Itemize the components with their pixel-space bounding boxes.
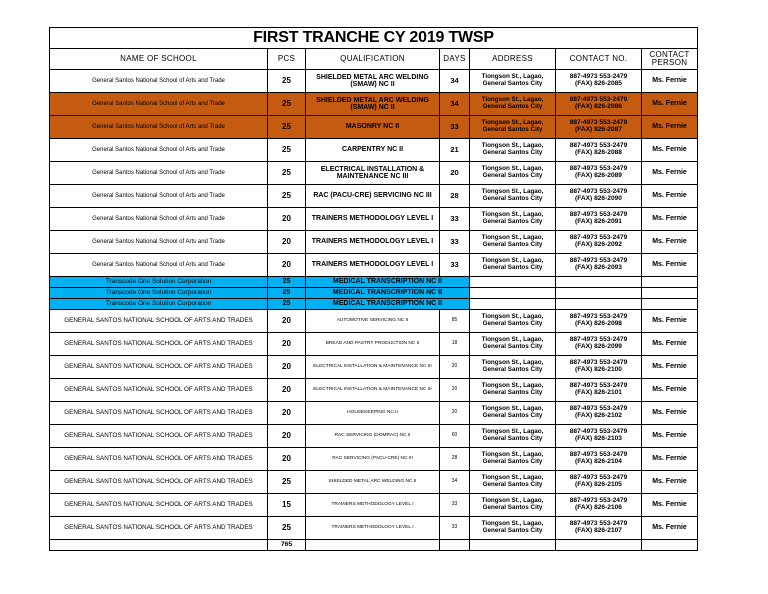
- contact-cell: [556, 310, 642, 333]
- address-cell: [470, 494, 556, 517]
- twsp-table: [49, 27, 698, 551]
- address-cell: [470, 139, 556, 162]
- contact-cell: [556, 448, 642, 471]
- address-cell-line1: Tiongson St., Lagao,: [481, 96, 544, 104]
- contact-person-cell: Ms. Fernie: [642, 402, 698, 425]
- table-row: [50, 254, 698, 277]
- contact-cell: [556, 162, 642, 185]
- address-cell-line2: General Santos City: [482, 195, 543, 202]
- address-cell: [470, 310, 556, 333]
- days-cell: 33: [440, 231, 470, 254]
- school-cell: Transcode One Solution Corporation: [50, 299, 268, 310]
- contact-person-cell: Ms. Fernie: [642, 310, 698, 333]
- contact-person-cell: [642, 288, 698, 299]
- school-cell: General Santos National School of Arts and Trade: [50, 93, 268, 116]
- pcs-cell: 20: [268, 425, 306, 448]
- address-cell-line2: General Santos City: [482, 343, 543, 350]
- address-cell-line2: General Santos City: [482, 389, 543, 396]
- contact-cell: [556, 116, 642, 139]
- address-cell: [470, 208, 556, 231]
- contact-cell: [556, 402, 642, 425]
- contact-cell: [556, 139, 642, 162]
- address-cell: [470, 277, 556, 288]
- table-row: [50, 517, 698, 540]
- table-row: [50, 70, 698, 93]
- contact-cell-line1: 887-4973 553-2479: [569, 474, 628, 482]
- total-row: [50, 540, 698, 551]
- qualification-cell: TRAINERS METHODOLOGY LEVEL I: [306, 494, 440, 517]
- header-contact-person: CONTACT PERSON: [642, 49, 698, 70]
- address-cell-line2: General Santos City: [482, 435, 543, 442]
- school-cell: GENERAL SANTOS NATIONAL SCHOOL OF ARTS AND TRADES: [50, 494, 268, 517]
- days-cell: 33: [440, 254, 470, 277]
- address-cell: [470, 425, 556, 448]
- table-row: [50, 116, 698, 139]
- empty-cell: [440, 540, 470, 551]
- contact-cell: [556, 277, 642, 288]
- table-row: [50, 139, 698, 162]
- qualification-cell: MEDICAL TRANSCRIPTION NC II: [306, 299, 470, 310]
- contact-cell-line1: 887-4973 553-2479: [569, 313, 628, 321]
- school-cell: GENERAL SANTOS NATIONAL SCHOOL OF ARTS AND TRADES: [50, 310, 268, 333]
- contact-cell-line2: (FAX) 826-2087: [575, 126, 622, 133]
- contact-person-cell: Ms. Fernie: [642, 494, 698, 517]
- empty-cell: [556, 540, 642, 551]
- header-contact-no: CONTACT NO.: [556, 49, 642, 70]
- pcs-cell: 20: [268, 379, 306, 402]
- contact-cell-line2: (FAX) 826-2091: [575, 218, 622, 225]
- school-cell: General Santos National School of Arts and Trade: [50, 185, 268, 208]
- pcs-cell: 25: [268, 185, 306, 208]
- table-row: [50, 185, 698, 208]
- address-cell: [470, 93, 556, 116]
- qualification-cell: RAC SERVICING (PACU-CRE) NC III: [306, 448, 440, 471]
- pcs-cell: 25: [268, 517, 306, 540]
- school-cell: GENERAL SANTOS NATIONAL SCHOOL OF ARTS AND TRADES: [50, 356, 268, 379]
- table-row: [50, 299, 698, 310]
- days-cell: 20: [440, 356, 470, 379]
- table-row: [50, 333, 698, 356]
- contact-cell-line2: (FAX) 826-2105: [575, 481, 622, 488]
- total-label-cell: [50, 540, 268, 551]
- contact-person-cell: Ms. Fernie: [642, 356, 698, 379]
- contact-cell: [556, 494, 642, 517]
- contact-cell-line2: (FAX) 826-2100: [575, 366, 622, 373]
- pcs-cell: 15: [268, 494, 306, 517]
- qualification-cell: MEDICAL TRANSCRIPTION NC II: [306, 277, 470, 288]
- contact-cell: [556, 517, 642, 540]
- days-cell: 33: [440, 517, 470, 540]
- contact-cell-line2: (FAX) 826-2092: [575, 241, 622, 248]
- address-cell-line2: General Santos City: [482, 366, 543, 373]
- address-cell-line1: Tiongson St., Lagao,: [481, 73, 544, 81]
- school-cell: General Santos National School of Arts and Trade: [50, 231, 268, 254]
- address-cell: [470, 116, 556, 139]
- contact-cell-line2: (FAX) 826-2085: [575, 80, 622, 87]
- address-cell-line2: General Santos City: [482, 172, 543, 179]
- address-cell: [470, 299, 556, 310]
- table-row: [50, 310, 698, 333]
- pcs-cell: 20: [268, 254, 306, 277]
- table-row: [50, 93, 698, 116]
- address-cell-line1: Tiongson St., Lagao,: [481, 142, 544, 150]
- pcs-cell: 25: [268, 70, 306, 93]
- table-row: [50, 208, 698, 231]
- days-cell: 20: [440, 379, 470, 402]
- contact-cell: [556, 254, 642, 277]
- contact-person-cell: [642, 277, 698, 288]
- address-cell-line2: General Santos City: [482, 481, 543, 488]
- address-cell: [470, 402, 556, 425]
- contact-cell-line1: 887-4973 553-2479: [569, 96, 628, 104]
- table-row: [50, 402, 698, 425]
- address-cell-line1: Tiongson St., Lagao,: [481, 474, 544, 482]
- days-cell: 34: [440, 471, 470, 494]
- address-cell: [470, 185, 556, 208]
- contact-person-cell: Ms. Fernie: [642, 162, 698, 185]
- contact-cell-line1: 887-4973 553-2479: [569, 405, 628, 413]
- contact-cell-line2: (FAX) 826-2093: [575, 264, 622, 271]
- contact-cell-line1: 887-4973 553-2479: [569, 165, 628, 173]
- school-cell: GENERAL SANTOS NATIONAL SCHOOL OF ARTS AND TRADES: [50, 517, 268, 540]
- pcs-cell: 25: [268, 139, 306, 162]
- school-cell: Transcode One Solution Corporation: [50, 277, 268, 288]
- days-cell: 33: [440, 208, 470, 231]
- address-cell-line2: General Santos City: [482, 458, 543, 465]
- pcs-cell: 25: [268, 288, 306, 299]
- address-cell-line2: General Santos City: [482, 103, 543, 110]
- address-cell-line2: General Santos City: [482, 320, 543, 327]
- days-cell: 20: [440, 402, 470, 425]
- address-cell-line1: Tiongson St., Lagao,: [481, 451, 544, 459]
- qualification-cell: SHIELDED METAL ARC WELDING (SMAW) NC II: [306, 93, 440, 116]
- contact-cell-line2: (FAX) 826-2089: [575, 172, 622, 179]
- contact-cell: [556, 356, 642, 379]
- contact-cell: [556, 288, 642, 299]
- qualification-cell: SHIELDED METAL ARC WELDING NC II: [306, 471, 440, 494]
- pcs-cell: 20: [268, 356, 306, 379]
- contact-person-cell: Ms. Fernie: [642, 379, 698, 402]
- address-cell-line1: Tiongson St., Lagao,: [481, 382, 544, 390]
- contact-cell-line1: 887-4973 553-2479: [569, 520, 628, 528]
- qualification-cell: RAC (PACU-CRE) SERVICING NC III: [306, 185, 440, 208]
- pcs-cell: 25: [268, 277, 306, 288]
- contact-cell-line1: 887-4973 553-2479: [569, 497, 628, 505]
- school-cell: GENERAL SANTOS NATIONAL SCHOOL OF ARTS AND TRADES: [50, 448, 268, 471]
- contact-cell-line2: (FAX) 826-2088: [575, 149, 622, 156]
- contact-cell-line1: 887-4973 553-2479: [569, 428, 628, 436]
- contact-person-cell: Ms. Fernie: [642, 185, 698, 208]
- header-row: [50, 49, 698, 70]
- school-cell: GENERAL SANTOS NATIONAL SCHOOL OF ARTS AND TRADES: [50, 402, 268, 425]
- contact-cell-line1: 887-4973 553-2479: [569, 211, 628, 219]
- contact-person-cell: Ms. Fernie: [642, 139, 698, 162]
- contact-person-cell: Ms. Fernie: [642, 448, 698, 471]
- days-cell: 85: [440, 310, 470, 333]
- contact-person-cell: Ms. Fernie: [642, 254, 698, 277]
- pcs-cell: 20: [268, 231, 306, 254]
- pcs-cell: 20: [268, 402, 306, 425]
- qualification-cell: TRAINERS METHODOLOGY LEVEL I: [306, 254, 440, 277]
- contact-cell-line1: 887-4973 553-2479: [569, 451, 628, 459]
- header-days: DAYS: [440, 49, 470, 70]
- school-cell: GENERAL SANTOS NATIONAL SCHOOL OF ARTS AND TRADES: [50, 425, 268, 448]
- school-cell: General Santos National School of Arts and Trade: [50, 139, 268, 162]
- header-pcs: PCS: [268, 49, 306, 70]
- contact-cell-line2: (FAX) 826-2099: [575, 343, 622, 350]
- contact-cell: [556, 425, 642, 448]
- contact-person-cell: Ms. Fernie: [642, 425, 698, 448]
- school-cell: GENERAL SANTOS NATIONAL SCHOOL OF ARTS AND TRADES: [50, 333, 268, 356]
- address-cell-line2: General Santos City: [482, 527, 543, 534]
- table-row: [50, 277, 698, 288]
- contact-person-cell: Ms. Fernie: [642, 70, 698, 93]
- table-row: [50, 448, 698, 471]
- address-cell-line1: Tiongson St., Lagao,: [481, 234, 544, 242]
- address-cell: [470, 448, 556, 471]
- address-cell-line2: General Santos City: [482, 504, 543, 511]
- contact-person-cell: Ms. Fernie: [642, 116, 698, 139]
- qualification-cell: CARPENTRY NC II: [306, 139, 440, 162]
- contact-cell: [556, 185, 642, 208]
- contact-cell-line2: (FAX) 826-2090: [575, 195, 622, 202]
- qualification-cell: RAC SERVICING (DOMRAC) NC II: [306, 425, 440, 448]
- address-cell: [470, 333, 556, 356]
- address-cell: [470, 231, 556, 254]
- qualification-cell: SHIELDED METAL ARC WELDING (SMAW) NC II: [306, 70, 440, 93]
- qualification-cell: MEDICAL TRANSCRIPTION NC II: [306, 288, 470, 299]
- address-cell-line2: General Santos City: [482, 80, 543, 87]
- address-cell-line2: General Santos City: [482, 218, 543, 225]
- qualification-cell: TRAINERS METHODOLOGY LEVEL I: [306, 208, 440, 231]
- contact-person-cell: Ms. Fernie: [642, 231, 698, 254]
- table-row: [50, 356, 698, 379]
- address-cell: [470, 288, 556, 299]
- contact-person-cell: Ms. Fernie: [642, 208, 698, 231]
- table-row: [50, 231, 698, 254]
- contact-person-cell: Ms. Fernie: [642, 471, 698, 494]
- address-cell: [470, 70, 556, 93]
- contact-cell: [556, 208, 642, 231]
- contact-cell-line2: (FAX) 826-2102: [575, 412, 622, 419]
- school-cell: Transcode One Solution Corporation: [50, 288, 268, 299]
- contact-cell: [556, 333, 642, 356]
- sheet-title: FIRST TRANCHE CY 2019 TWSP: [50, 28, 698, 49]
- table-row: [50, 471, 698, 494]
- contact-cell: [556, 471, 642, 494]
- address-cell-line1: Tiongson St., Lagao,: [481, 257, 544, 265]
- contact-cell-line1: 887-4973 553-2479: [569, 382, 628, 390]
- address-cell-line2: General Santos City: [482, 412, 543, 419]
- contact-cell-line1: 887-4973 553-2479: [569, 257, 628, 265]
- qualification-cell: ELECTRICAL INSTALLATION & MAINTENANCE NC III: [306, 162, 440, 185]
- contact-cell: [556, 70, 642, 93]
- pcs-cell: 25: [268, 162, 306, 185]
- days-cell: 18: [440, 333, 470, 356]
- address-cell-line1: Tiongson St., Lagao,: [481, 313, 544, 321]
- contact-person-cell: Ms. Fernie: [642, 517, 698, 540]
- address-cell: [470, 162, 556, 185]
- pcs-cell: 20: [268, 448, 306, 471]
- school-cell: General Santos National School of Arts and Trade: [50, 208, 268, 231]
- qualification-cell: BREAD AND PASTRY PRODUCTION NC II: [306, 333, 440, 356]
- contact-person-cell: [642, 299, 698, 310]
- table-row: [50, 425, 698, 448]
- contact-cell-line1: 887-4973 553-2479: [569, 73, 628, 81]
- pcs-cell: 25: [268, 299, 306, 310]
- school-cell: GENERAL SANTOS NATIONAL SCHOOL OF ARTS AND TRADES: [50, 471, 268, 494]
- qualification-cell: TRAINERS METHODOLOGY LEVEL I: [306, 517, 440, 540]
- qualification-cell: TRAINERS METHODOLOGY LEVEL I: [306, 231, 440, 254]
- empty-cell: [306, 540, 440, 551]
- qualification-cell: AUTOMOTIVE SERVICING NC II: [306, 310, 440, 333]
- qualification-cell: MASONRY NC II: [306, 116, 440, 139]
- pcs-cell: 20: [268, 333, 306, 356]
- contact-cell: [556, 299, 642, 310]
- contact-cell: [556, 231, 642, 254]
- address-cell-line1: Tiongson St., Lagao,: [481, 119, 544, 127]
- header-address: ADDRESS: [470, 49, 556, 70]
- table-row: [50, 288, 698, 299]
- pcs-cell: 25: [268, 116, 306, 139]
- days-cell: 28: [440, 448, 470, 471]
- address-cell-line1: Tiongson St., Lagao,: [481, 359, 544, 367]
- school-cell: General Santos National School of Arts and Trade: [50, 116, 268, 139]
- table-row: [50, 494, 698, 517]
- address-cell-line1: Tiongson St., Lagao,: [481, 520, 544, 528]
- days-cell: 20: [440, 162, 470, 185]
- school-cell: General Santos National School of Arts and Trade: [50, 162, 268, 185]
- qualification-cell: ELECTRICAL INSTALLATION & MAINTENANCE NC III: [306, 379, 440, 402]
- school-cell: General Santos National School of Arts and Trade: [50, 70, 268, 93]
- contact-person-cell: Ms. Fernie: [642, 333, 698, 356]
- total-pcs-cell: 765: [268, 540, 306, 551]
- address-cell-line1: Tiongson St., Lagao,: [481, 428, 544, 436]
- contact-cell-line2: (FAX) 826-2101: [575, 389, 622, 396]
- contact-cell: [556, 93, 642, 116]
- address-cell: [470, 471, 556, 494]
- address-cell-line2: General Santos City: [482, 264, 543, 271]
- empty-cell: [642, 540, 698, 551]
- school-cell: GENERAL SANTOS NATIONAL SCHOOL OF ARTS AND TRADES: [50, 379, 268, 402]
- empty-cell: [470, 540, 556, 551]
- contact-cell-line2: (FAX) 826-2106: [575, 504, 622, 511]
- table-row: [50, 379, 698, 402]
- qualification-cell: ELECTRICAL INSTALLATION & MAINTENANCE NC III: [306, 356, 440, 379]
- address-cell-line1: Tiongson St., Lagao,: [481, 211, 544, 219]
- address-cell-line2: General Santos City: [482, 126, 543, 133]
- pcs-cell: 25: [268, 93, 306, 116]
- contact-cell-line1: 887-4973 553-2479: [569, 119, 628, 127]
- contact-cell-line1: 887-4973 553-2479: [569, 142, 628, 150]
- contact-cell-line2: (FAX) 826-2107: [575, 527, 622, 534]
- header-qualification: QUALIFICATION: [306, 49, 440, 70]
- contact-person-cell: Ms. Fernie: [642, 93, 698, 116]
- contact-cell-line2: (FAX) 826-2086: [575, 103, 622, 110]
- address-cell-line1: Tiongson St., Lagao,: [481, 188, 544, 196]
- days-cell: 60: [440, 425, 470, 448]
- address-cell-line1: Tiongson St., Lagao,: [481, 165, 544, 173]
- address-cell-line1: Tiongson St., Lagao,: [481, 497, 544, 505]
- header-school: NAME OF SCHOOL: [50, 49, 268, 70]
- contact-cell-line2: (FAX) 826-2098: [575, 320, 622, 327]
- address-cell: [470, 254, 556, 277]
- days-cell: 28: [440, 185, 470, 208]
- pcs-cell: 25: [268, 471, 306, 494]
- contact-cell-line1: 887-4973 553-2479: [569, 359, 628, 367]
- contact-cell-line2: (FAX) 826-2104: [575, 458, 622, 465]
- days-cell: 34: [440, 93, 470, 116]
- address-cell: [470, 356, 556, 379]
- contact-cell-line2: (FAX) 826-2103: [575, 435, 622, 442]
- days-cell: 33: [440, 116, 470, 139]
- address-cell: [470, 379, 556, 402]
- contact-cell: [556, 379, 642, 402]
- table-row: [50, 162, 698, 185]
- address-cell: [470, 517, 556, 540]
- school-cell: General Santos National School of Arts and Trade: [50, 254, 268, 277]
- days-cell: 34: [440, 70, 470, 93]
- pcs-cell: 20: [268, 310, 306, 333]
- contact-cell-line1: 887-4973 553-2479: [569, 188, 628, 196]
- address-cell-line1: Tiongson St., Lagao,: [481, 336, 544, 344]
- days-cell: 33: [440, 494, 470, 517]
- contact-cell-line1: 887-4973 553-2479: [569, 336, 628, 344]
- address-cell-line2: General Santos City: [482, 241, 543, 248]
- address-cell-line2: General Santos City: [482, 149, 543, 156]
- days-cell: 21: [440, 139, 470, 162]
- address-cell-line1: Tiongson St., Lagao,: [481, 405, 544, 413]
- contact-cell-line1: 887-4973 553-2479: [569, 234, 628, 242]
- pcs-cell: 20: [268, 208, 306, 231]
- qualification-cell: HOUSEKEEPING NC II: [306, 402, 440, 425]
